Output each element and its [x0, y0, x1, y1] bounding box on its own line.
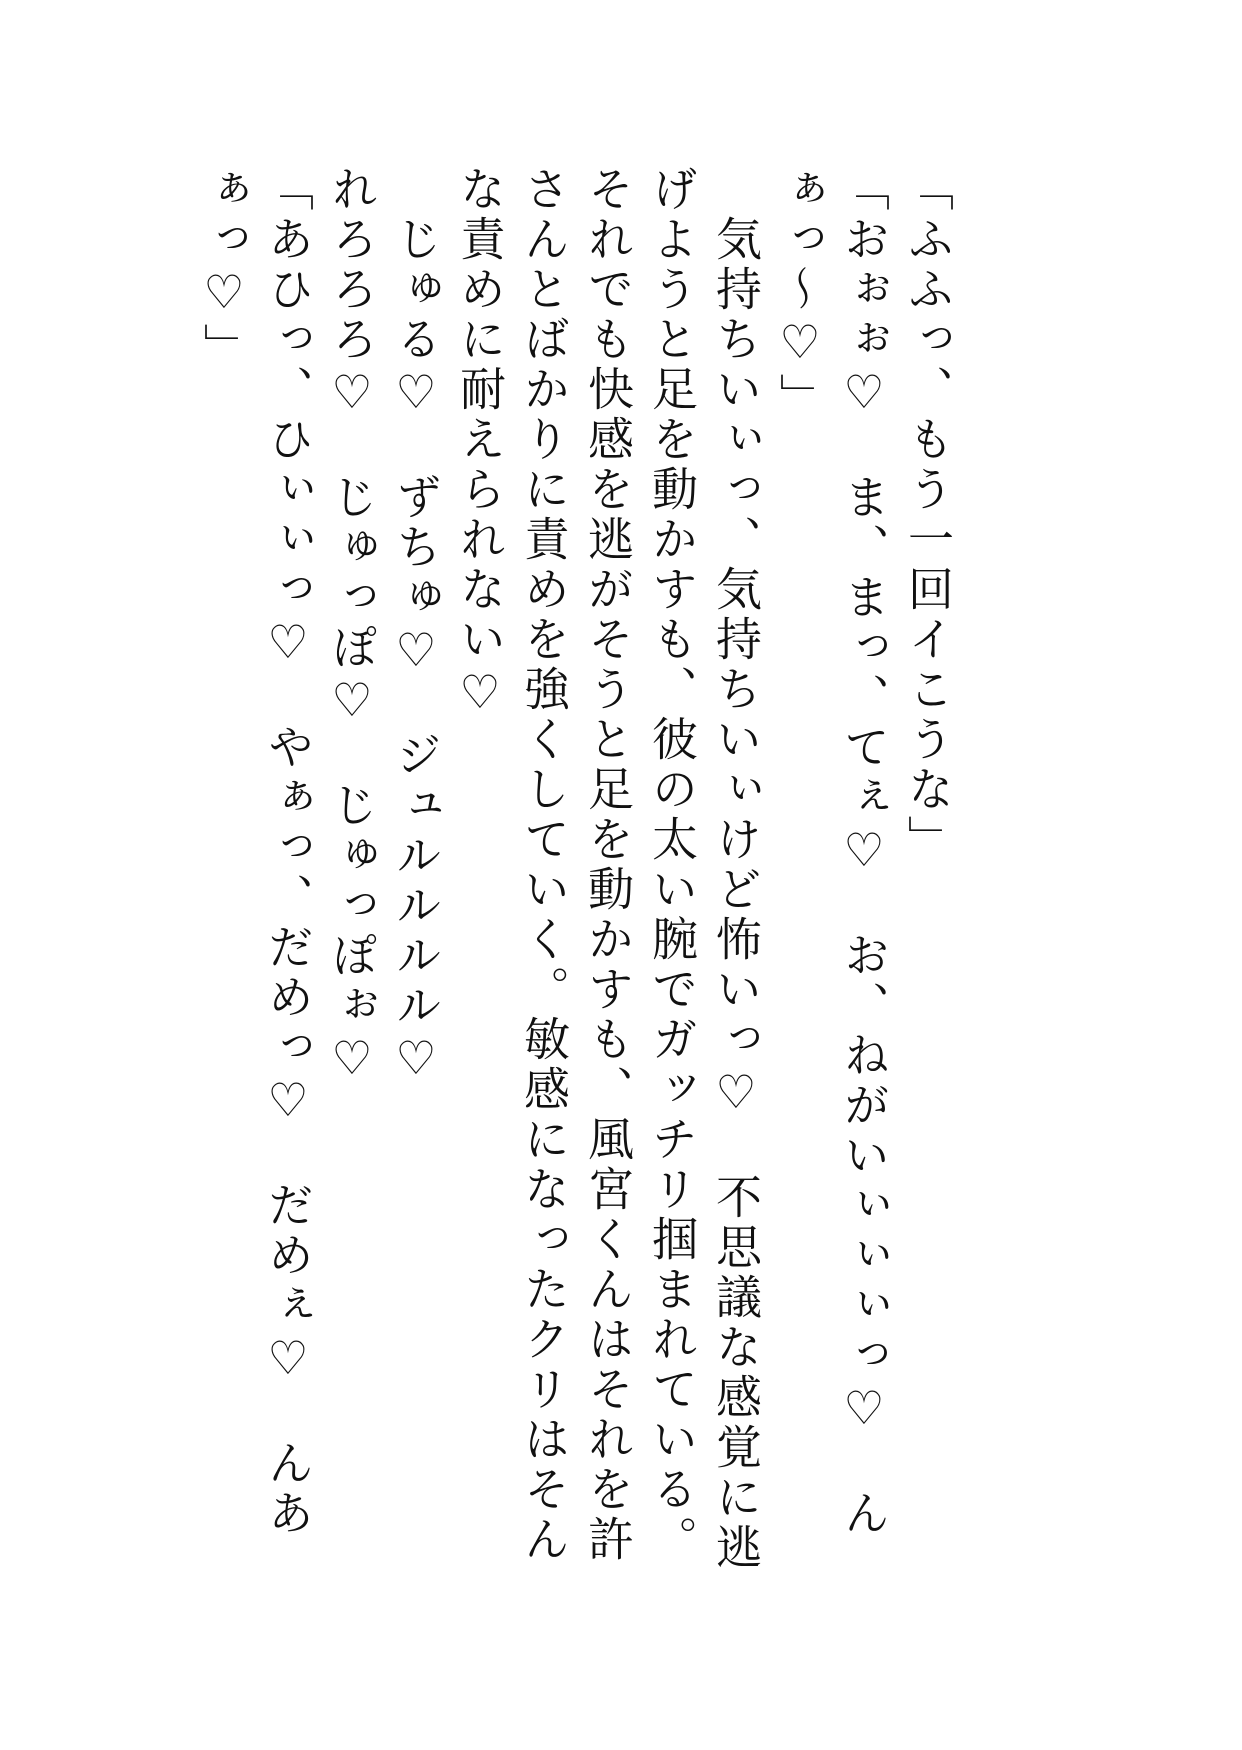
- dialogue-line-1: 「ふふっ、もう一回イこうな」: [901, 165, 955, 865]
- dialogue-line-3: 「あひっ、ひぃぃっ♡ やぁっ、だめっ♡ だめぇ♡ んあぁっ♡」: [197, 165, 315, 1539]
- vertical-text-body: [192, 165, 960, 1585]
- narration-paragraph: 気持ちいぃっ、気持ちいぃけど怖いっ♡ 不思議な感覚に逃げようと足を動かすも、彼の太い腕でガッチリ掴まれている。それでも快感を逃がそうと足を動かすも、風宮くんはそれを許さんとばかりに責めを強くしていく。敏感になったクリはそんな責めに耐えられない♡: [453, 165, 763, 1573]
- sound-effect-line-2: れろろろ♡ じゅっぽ♡ じゅっぽぉ♡: [325, 165, 379, 1089]
- dialogue-line-2: 「おぉぉ♡ ま、まっ、てぇ♡ お、ねがいぃぃぃっ♡ んぁっ〜♡」: [773, 165, 891, 1539]
- sound-effect-line-1: じゅる♡ ずちゅ♡ ジュルルルル♡: [389, 165, 443, 1089]
